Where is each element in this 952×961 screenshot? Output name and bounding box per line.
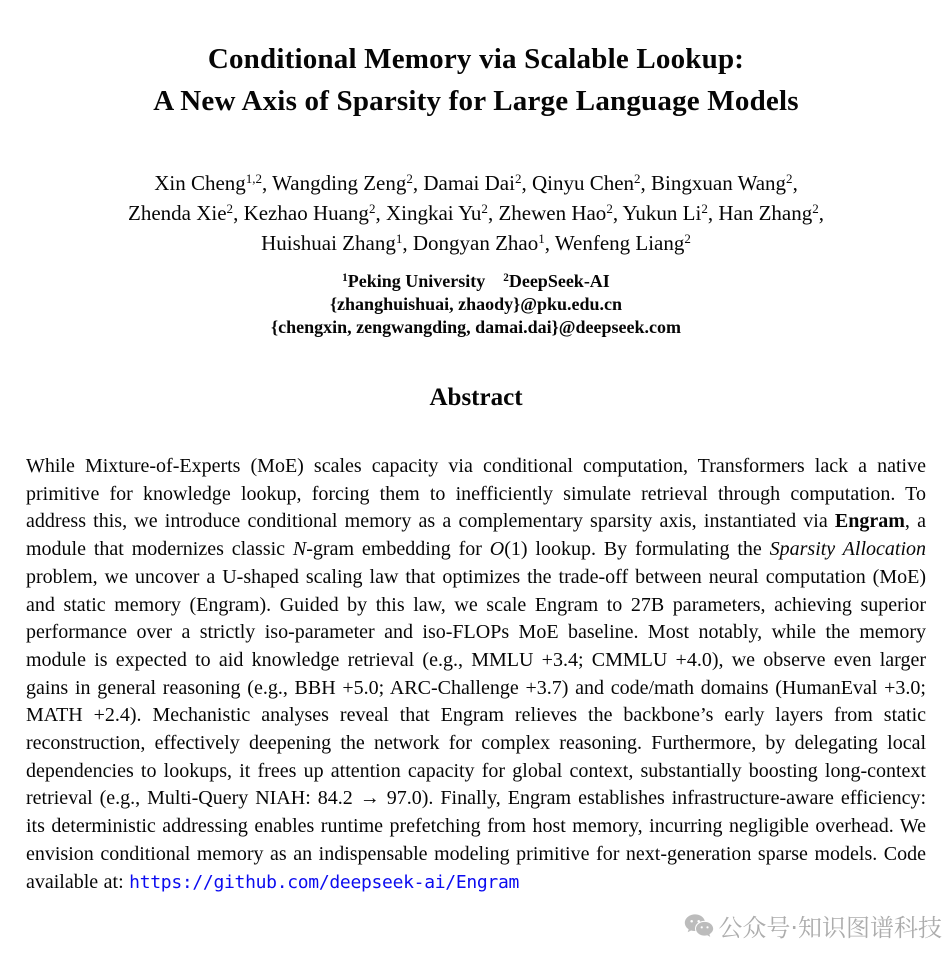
text-segment: , [818,201,824,225]
email-line-deepseek: {chengxin, zengwangding, damai.dai}@deepseek.com [271,317,681,337]
text-segment: 2 [481,201,488,217]
abstract-body [26,453,926,896]
text-segment: 2 [634,171,641,187]
text-segment: , Wenfeng Liang [544,231,685,255]
text-segment: 2 [786,171,793,187]
text-segment: 2 [514,171,522,187]
watermark [684,908,942,943]
text-segment: Zhenda Xie [128,201,227,225]
paper-title [26,38,926,122]
title-line-2: A New Axis of Sparsity for Large Language Models [153,85,799,117]
text-segment: Peking University [347,271,486,291]
text-segment: 1 [538,231,545,247]
text-segment: DeepSeek-AI [508,271,610,291]
text-segment: N [292,538,307,561]
author-list [26,168,926,258]
text-segment: , Kezhao Huang [233,201,369,225]
text-segment: Engram [834,510,905,533]
text-segment: , Yukun Li [612,201,702,225]
text-segment: 2 [684,231,691,247]
text-segment: 1 [395,231,403,247]
text-segment: Xin Cheng [154,171,246,195]
text-segment: 2 [368,201,376,217]
text-segment: , Damai Dai [412,171,515,195]
wechat-icon [684,913,714,939]
text-segment: -gram embedding for [306,538,490,561]
text-segment: O [489,538,505,561]
text-segment: 1 [342,272,348,285]
affiliations [26,269,926,293]
text-segment: , Bingxuan Wang [640,171,787,195]
text-segment: While Mixture-of-Experts (MoE) scales capacity via conditional computation, Transformers lack a native primitive for knowledge lookup, forcing them to inefficiently simulate retrieval through computation. To address this, we introduce conditional memory as a complementary sparsity axis, instantiated via [26,455,926,533]
text-segment: , a module that modernizes classic [26,510,926,561]
text-segment: 2 [406,171,413,187]
abstract-heading: Abstract [429,384,523,411]
text-segment: 2 [812,201,819,217]
author-line-3 [26,228,926,258]
text-segment: , Wangding Zeng [262,171,407,195]
author-line-2 [26,198,926,228]
text-segment: , Qinyu Chen [521,171,635,195]
text-segment: , Han Zhang [707,201,813,225]
email-line-pku: {zhanghuishuai, zhaody}@pku.edu.cn [329,294,623,314]
text-segment: 2 [606,201,613,217]
author-line-1 [26,168,926,198]
text-segment: , [792,171,798,195]
code-repo-link[interactable]: https://github.com/deepseek-ai/Engram [129,871,520,893]
text-segment: 2 [701,201,708,217]
text-segment: 2 [503,272,509,285]
text-segment: Huishuai Zhang [261,231,396,255]
text-segment: , Zhewen Hao [487,201,607,225]
text-segment: problem, we uncover a U-shaped scaling law that optimizes the trade-off between neural computation (MoE) and static memory (Engram). Guided by this law, we scale Engram to 27B parameters, achieving superior performance over a strictly iso-parameter and iso-FLOPs MoE baseline. Most notably, while the memory module is expected to aid knowledge retrieval (e.g., MMLU +3.4; CMMLU +4.0), we observe even larger gains in general reasoning (e.g., BBH +5.0; ARC-Challenge +3.7) and code/math domains (HumanEval +3.0; MATH +2.4). Mechanistic analyses reveal that Engram relieves the backbone’s early layers from static reconstruction, effectively deepening the network for complex reasoning. Furthermore, by delegating local dependencies to lookups, it frees up attention capacity for global context, substantially boosting long-context retrieval (e.g., Multi-Query NIAH: 84.2 → 97.0). Finally, Engram establishes infrastructure-aware efficiency: its deterministic addressing enables runtime prefetching from host memory, incurring negligible overhead. We envision conditional memory as an indispensable modeling primitive for next-generation sparse models. Code available at: [26,565,926,893]
text-segment: , Dongyan Zhao [402,231,539,255]
text-segment [485,271,503,291]
watermark-text: 公众号·知识图谱科技 [718,914,942,942]
text-segment: Sparsity Allocation [769,538,926,561]
text-segment: 2 [226,201,234,217]
text-segment: 1,2 [245,171,263,187]
text-segment: , Xingkai Yu [375,201,482,225]
text-segment: (1) lookup. By formulating the [504,538,770,561]
title-line-1: Conditional Memory via Scalable Lookup: [207,43,745,75]
